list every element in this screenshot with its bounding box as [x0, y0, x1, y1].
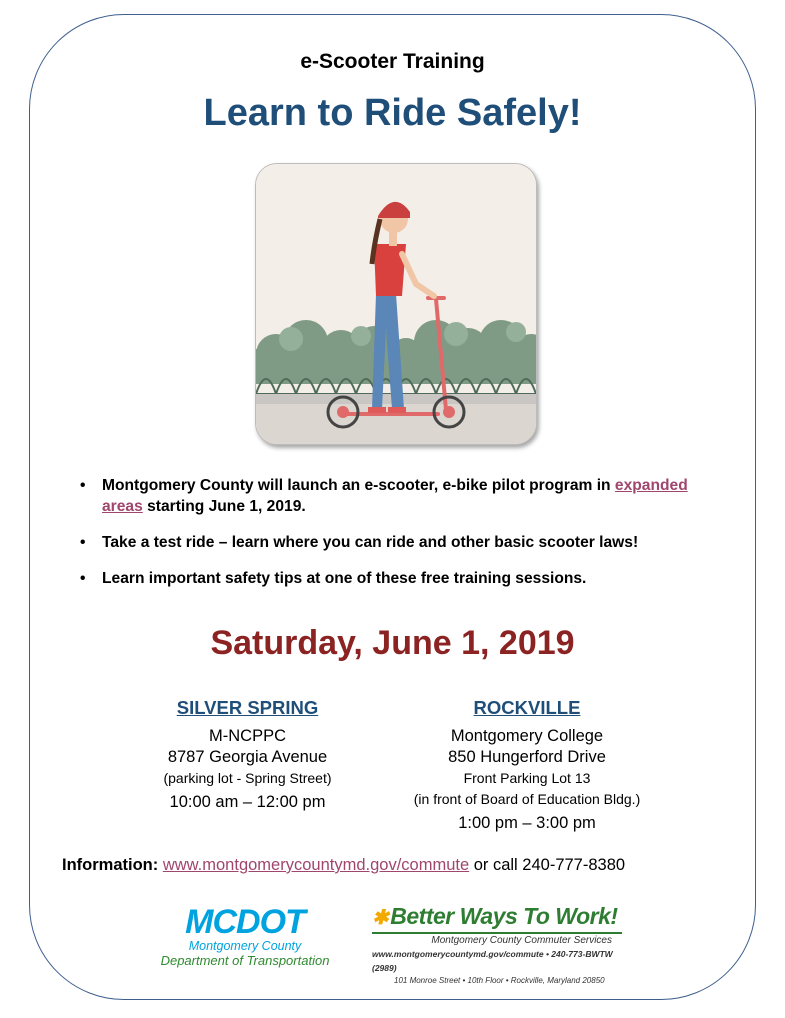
bww-line-2: www.montgomerycountymd.gov/commute • 240-773-BWTW (2989) [372, 949, 613, 973]
bullet-list [76, 475, 726, 604]
venue-heading: SILVER SPRING [176, 697, 319, 718]
venue-note: Front Parking Lot 13 [463, 770, 591, 786]
venue-time: 10:00 am – 12:00 pm [169, 793, 326, 811]
information-label: Information: [62, 856, 159, 874]
mcdot-line-2: Department of Transportation [160, 953, 330, 968]
mcdot-line-1: Montgomery County [188, 939, 302, 953]
headline: Learn to Ride Safely! [203, 92, 582, 134]
venue-heading: ROCKVILLE [473, 697, 581, 718]
venue-time: 1:00 pm – 3:00 pm [458, 814, 596, 832]
runner-icon: ✱ [372, 907, 389, 929]
better-ways-to-work-logo [372, 903, 622, 987]
venue-name: Montgomery College [450, 727, 604, 745]
venue-silver-spring [130, 697, 365, 815]
subtitle: e-Scooter Training [300, 50, 485, 73]
venue-name: M-NCPPC [209, 727, 286, 745]
information-line [62, 856, 625, 875]
phone-text: or call 240-777-8380 [469, 856, 626, 874]
commute-url-link[interactable]: www.montgomerycountymd.gov/commute [162, 856, 470, 874]
bullet-item: • Take a test ride – learn where you can ride and other basic scooter laws! [80, 534, 639, 551]
bww-wordmark: Better Ways To Work! [390, 903, 618, 929]
expanded-areas-link[interactable]: expanded areas [102, 477, 688, 515]
mcdot-wordmark: MCDOT [185, 903, 305, 941]
venue-note-2: (in front of Board of Education Bldg.) [413, 791, 641, 807]
venue-address: 8787 Georgia Avenue [167, 748, 328, 766]
scooter-illustration [255, 163, 537, 445]
mcdot-logo [145, 905, 345, 969]
venue-address: 850 Hungerford Drive [448, 748, 606, 766]
bww-line-3: 101 Monroe Street • 10th Floor • Rockville, Maryland 20850 [394, 976, 605, 985]
bullet-item: • Learn important safety tips at one of these free training sessions. [80, 570, 587, 587]
venue-note: (parking lot - Spring Street) [163, 770, 332, 786]
bullet-item: • Montgomery County will launch an e-scooter, e-bike pilot program in expanded areas starting June 1, 2019. [80, 477, 688, 515]
bww-line-1: Montgomery County Commuter Services [372, 932, 622, 947]
event-date: Saturday, June 1, 2019 [210, 624, 575, 662]
venue-rockville [392, 697, 662, 836]
